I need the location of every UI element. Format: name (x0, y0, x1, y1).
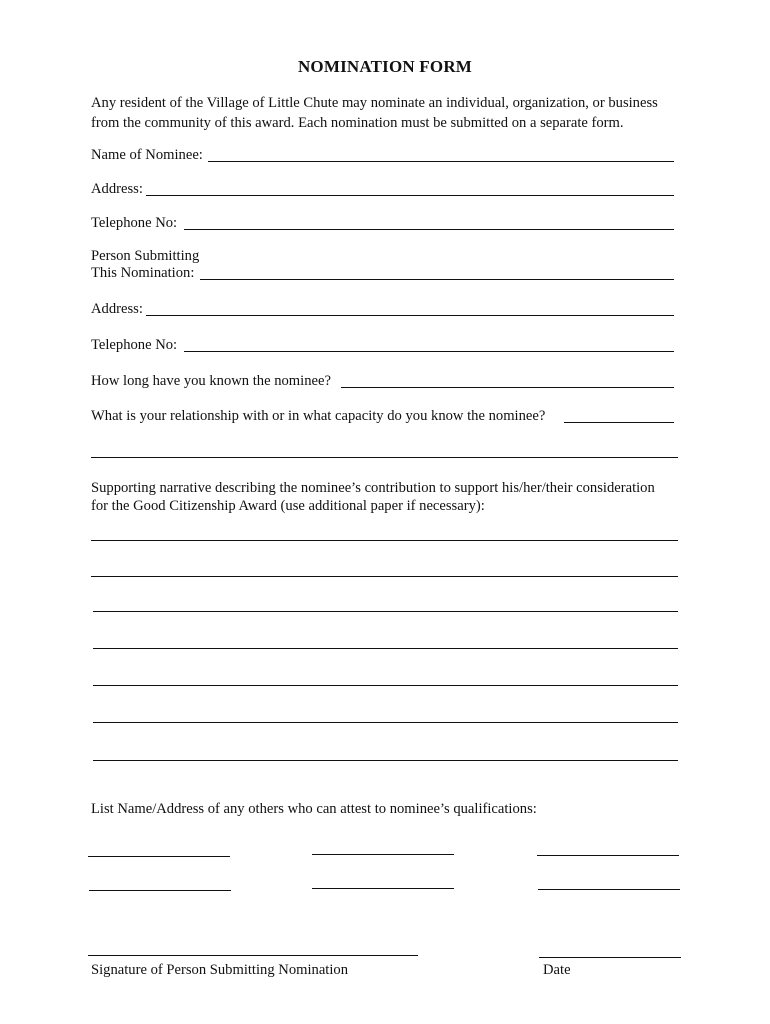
reference-field-4[interactable] (89, 890, 231, 891)
submitter-label-line-1: Person Submitting (91, 248, 200, 264)
submitter-address-label: Address: (91, 301, 143, 317)
narrative-line-7[interactable] (93, 760, 678, 761)
date-field[interactable] (539, 957, 681, 958)
nominee-address-label: Address: (91, 181, 143, 197)
narrative-line-2[interactable] (91, 576, 678, 577)
narrative-line-3[interactable] (93, 611, 678, 612)
submitter-phone-label: Telephone No: (91, 337, 178, 353)
relationship-field[interactable] (564, 422, 674, 423)
submitter-name-field[interactable] (200, 279, 674, 280)
relationship-field-line-2[interactable] (91, 457, 678, 458)
references-label: List Name/Address of any others who can attest to nominee’s qualifications: (91, 801, 537, 817)
nominee-name-label: Name of Nominee: (91, 147, 203, 163)
nominee-name-field[interactable] (208, 161, 674, 162)
narrative-line-6[interactable] (93, 722, 678, 723)
intro-line-2: from the community of this award. Each nomination must be submitted on a separate form. (91, 115, 624, 131)
form-title: NOMINATION FORM (297, 57, 473, 76)
narrative-line-5[interactable] (93, 685, 678, 686)
narrative-label-line-2: for the Good Citizenship Award (use additional paper if necessary): (91, 498, 485, 514)
submitter-label-line-2: This Nomination: (91, 265, 195, 281)
date-label: Date (543, 962, 571, 978)
reference-field-5[interactable] (312, 888, 454, 889)
nominee-address-field[interactable] (146, 195, 674, 196)
reference-field-3[interactable] (537, 855, 679, 856)
reference-field-6[interactable] (538, 889, 680, 890)
narrative-line-1[interactable] (91, 540, 678, 541)
nominee-phone-label: Telephone No: (91, 215, 178, 231)
known-duration-field[interactable] (341, 387, 674, 388)
submitter-phone-field[interactable] (184, 351, 674, 352)
intro-text (91, 93, 691, 133)
narrative-label-line-1: Supporting narrative describing the nominee’s contribution to support his/her/their consideration (91, 480, 655, 496)
nominee-phone-field[interactable] (184, 229, 674, 230)
signature-label: Signature of Person Submitting Nomination (91, 962, 349, 978)
known-duration-label: How long have you known the nominee? (91, 373, 331, 389)
relationship-label: What is your relationship with or in what capacity do you know the nominee? (91, 408, 546, 424)
intro-line-1: Any resident of the Village of Little Chute may nominate an individual, organization, or business (91, 95, 658, 111)
reference-field-2[interactable] (312, 854, 454, 855)
reference-field-1[interactable] (88, 856, 230, 857)
submitter-address-field[interactable] (146, 315, 674, 316)
narrative-line-4[interactable] (93, 648, 678, 649)
signature-field[interactable] (88, 955, 418, 956)
